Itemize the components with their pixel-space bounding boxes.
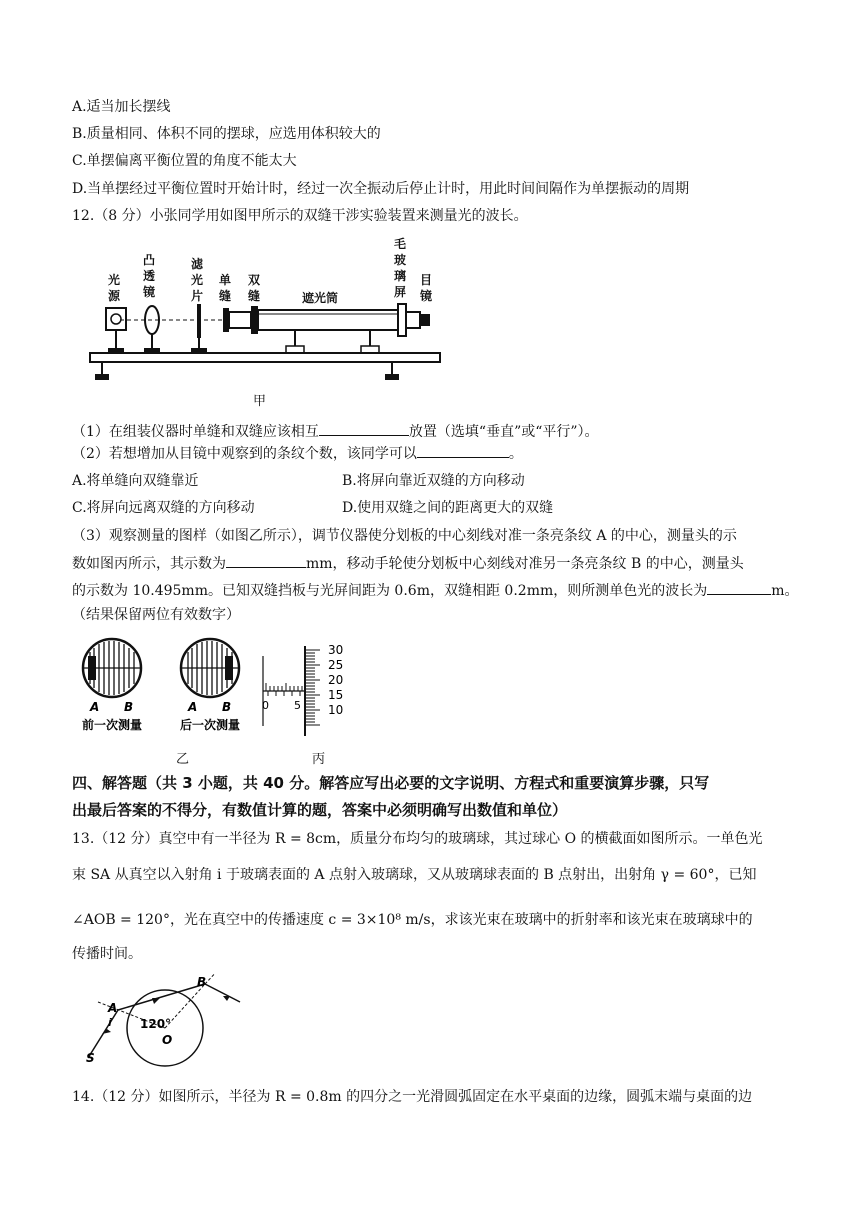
section4-heading-line1: 四、解答题（共 3 小题，共 40 分。解答应写出必要的文字说明、方程式和重要演算步骤，只写 [72, 774, 710, 792]
q12-part3-line2: 数如图丙所示，其示数为 mm，移动手轮使分划板中心刻线对准另一条亮条纹 B 的中心，测量头 [72, 553, 744, 574]
answer-blank-4[interactable] [707, 580, 771, 595]
incidence-angle-label: i [108, 1016, 112, 1029]
figure-bing-caption: 丙 [312, 752, 326, 767]
q13-line4: 传播时间。 [72, 946, 142, 962]
second-measurement-label: 后一次测量 [180, 718, 241, 732]
answer-blank-1[interactable] [319, 421, 409, 436]
double-slit-apparatus-figure [80, 232, 460, 392]
figure-jia-caption: 甲 [253, 394, 267, 409]
q11-option-a: A.适当加长摆线 [72, 99, 171, 115]
emergent-ray [205, 984, 240, 1002]
q13-line2: 束 SA 从真空以入射角 i 于玻璃表面的 A 点射入玻璃球，又从玻璃球表面的 B 点射出，出射角 γ = 60°，已知 [72, 867, 757, 883]
q12-option-c: C.将屏向远离双缝的方向移动 [72, 500, 255, 516]
glass-screen [398, 304, 406, 336]
label-screen: 毛 [394, 237, 407, 251]
label-tube: 遮光筒 [302, 291, 339, 305]
second-measurement-view [181, 639, 239, 697]
q12-part3-line1: （3）观察测量的图样（如图乙所示），调节仪器使分划板的中心刻线对准一条亮条纹 A 的中心，测量头的示 [72, 528, 737, 544]
double-slit [251, 306, 258, 334]
first-measurement-label: 前一次测量 [82, 718, 143, 732]
fringe-and-micrometer-figure [80, 636, 370, 740]
micrometer-reading [262, 643, 343, 736]
answer-blank-2[interactable] [417, 443, 509, 458]
optical-rail [90, 353, 440, 362]
thimble-tick-30: 30 [328, 643, 344, 657]
label-double-slit: 双 [248, 273, 261, 287]
label-filter: 滤 [191, 257, 204, 271]
svg-text:光: 光 [191, 273, 204, 287]
svg-text:缝: 缝 [248, 289, 261, 303]
svg-text:镜: 镜 [420, 289, 433, 303]
label-eyepiece: 目 [420, 273, 433, 287]
filter-plate [197, 304, 201, 338]
thimble-tick-15: 15 [328, 688, 344, 702]
q14-line1: 14.（12 分）如图所示，半径为 R = 0.8m 的四分之一光滑圆弧固定在水平桌面的边缘，圆弧末端与桌面的边 [72, 1089, 753, 1105]
svg-text:璃: 璃 [394, 269, 407, 283]
angle-aob-label: 120° [140, 1017, 172, 1031]
svg-text:玻: 玻 [394, 253, 407, 267]
q11-option-c: C.单摆偏离平衡位置的角度不能太大 [72, 153, 297, 169]
q12-part3-line3: 的示数为 10.495mm。已知双缝挡板与光屏间距为 0.6m，双缝相距 0.2mm，则所测单色光的波长为 m。 [72, 580, 799, 601]
fringe-a-label-2: A [188, 700, 198, 714]
q12-part1: （1）在组装仪器时单缝和双缝应该相互 放置（选填“垂直”或“平行”）。 [72, 421, 599, 442]
svg-text:片: 片 [191, 289, 204, 303]
point-a-label: A [108, 1001, 118, 1015]
svg-text:屏: 屏 [394, 285, 407, 299]
q11-option-d: D.当单摆经过平衡位置时开始计时，经过一次全振动后停止计时，用此时间间隔作为单摆振动的周期 [72, 181, 690, 197]
shading-tube [258, 310, 398, 330]
fringe-a-label-1: A [90, 700, 100, 714]
first-measurement-view [83, 639, 141, 697]
q12-stem: 12.（8 分）小张同学用如图甲所示的双缝干涉实验装置来测量光的波长。 [72, 208, 528, 224]
label-light-source: 光 [108, 273, 121, 287]
label-single-slit: 单 [219, 273, 232, 287]
section4-heading-line2: 出最后答案的不得分，有数值计算的题，答案中必须明确写出数值和单位） [72, 801, 568, 819]
point-b-label: B [197, 975, 207, 989]
main-scale-0: 0 [262, 699, 269, 712]
fringe-b-label-1: B [124, 700, 134, 714]
refracted-ray [118, 984, 205, 1010]
q12-option-a: A.将单缝向双缝靠近 [72, 473, 199, 489]
q13-line1: 13.（12 分）真空中有一半径为 R = 8cm，质量分布均匀的玻璃球，其过球心 O 的横截面如图所示。一单色光 [72, 831, 763, 847]
figure-yi-caption: 乙 [176, 752, 190, 767]
answer-blank-3[interactable] [226, 553, 306, 568]
svg-text:透: 透 [143, 269, 156, 283]
q13-line3: ∠AOB = 120°，光在真空中的传播速度 c = 3×10⁸ m/s，求该光束在玻璃中的折射率和该光束在玻璃球中的 [72, 912, 753, 928]
thimble-tick-25: 25 [328, 658, 344, 672]
q12-part3-line4: （结果保留两位有效数字） [72, 607, 240, 623]
point-s-label: S [86, 1051, 95, 1065]
fringe-b-label-2: B [222, 700, 232, 714]
svg-text:镜: 镜 [143, 285, 156, 299]
label-convex-lens: 凸 [143, 253, 156, 267]
glass-sphere-figure [80, 974, 250, 1068]
q12-option-d: D.使用双缝之间的距离更大的双缝 [342, 500, 554, 516]
q12-option-b: B.将屏向靠近双缝的方向移动 [342, 473, 525, 489]
thimble-tick-20: 20 [328, 673, 344, 687]
svg-text:缝: 缝 [219, 289, 232, 303]
svg-text:源: 源 [108, 289, 121, 303]
thimble-tick-10: 10 [328, 703, 344, 717]
q11-option-b: B.质量相同、体积不同的摆球，应选用体积较大的 [72, 126, 381, 142]
center-o-label: O [162, 1033, 173, 1047]
main-scale-5: 5 [294, 699, 301, 712]
q12-part2: （2）若想增加从目镜中观察到的条纹个数，该同学可以 。 [72, 443, 523, 464]
eyepiece [420, 314, 430, 326]
light-source-box [106, 308, 126, 330]
